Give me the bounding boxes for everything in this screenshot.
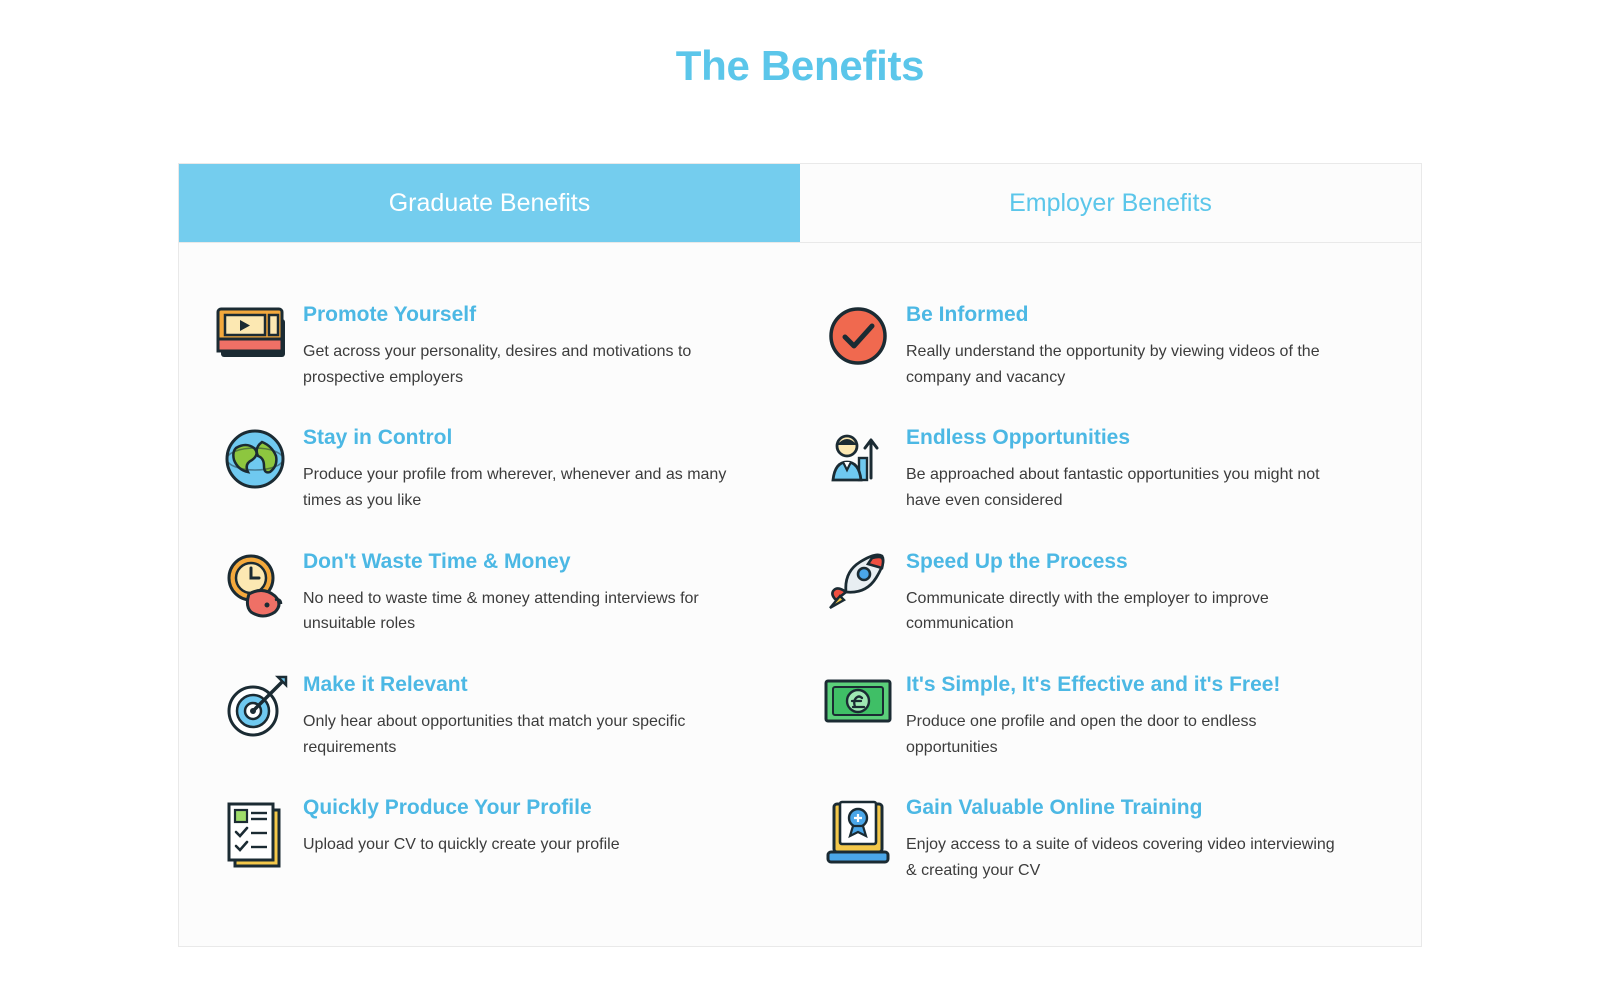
benefit-title: Don't Waste Time & Money xyxy=(303,549,571,573)
check-circle-icon xyxy=(810,301,906,377)
benefit-description: Be approached about fantastic opportunities you might not have even considered xyxy=(906,466,1320,510)
benefit-description: Really understand the opportunity by viewing videos of the company and vacancy xyxy=(906,343,1320,386)
benefit-title: Endless Opportunities xyxy=(906,426,1131,450)
tab-employer-benefits[interactable] xyxy=(800,164,1421,242)
tab-graduate-benefits[interactable] xyxy=(179,164,800,242)
benefit-item xyxy=(810,794,1393,883)
benefit-item xyxy=(207,548,764,637)
tab-bar xyxy=(179,164,1421,243)
benefit-title: Stay in Control xyxy=(303,426,453,450)
benefit-item xyxy=(207,301,764,390)
video-player-icon xyxy=(207,301,303,377)
benefit-item xyxy=(810,548,1393,637)
benefit-item xyxy=(810,301,1393,390)
benefit-item xyxy=(207,424,764,513)
benefit-description: Produce your profile from wherever, whenever and as many times as you like xyxy=(303,466,727,510)
benefit-title: Quickly Produce Your Profile xyxy=(303,796,592,820)
benefit-title: Speed Up the Process xyxy=(906,549,1128,573)
benefit-title: Make it Relevant xyxy=(303,672,468,696)
benefit-description: Enjoy access to a suite of videos covering video interviewing & creating your CV xyxy=(906,836,1335,880)
benefit-item xyxy=(207,794,764,870)
globe-icon xyxy=(207,424,303,500)
benefit-description: Upload your CV to quickly create your profile xyxy=(303,836,620,854)
target-dart-icon xyxy=(207,671,303,747)
benefit-item xyxy=(810,671,1393,760)
benefit-title: Be Informed xyxy=(906,303,1029,326)
tab-graduate-benefits-label: Graduate Benefits xyxy=(388,189,591,217)
benefit-description: Produce one profile and open the door to endless opportunities xyxy=(906,713,1257,756)
benefit-title: Promote Yourself xyxy=(303,303,477,326)
checklist-document-icon xyxy=(207,794,303,870)
page-title: The Benefits xyxy=(675,42,925,89)
benefit-item xyxy=(207,671,764,760)
graduate-benefits-column xyxy=(179,301,800,884)
benefit-description: No need to waste time & money attending interviews for unsuitable roles xyxy=(303,589,699,633)
laptop-certificate-icon xyxy=(810,794,906,870)
benefit-description: Communicate directly with the employer to improve communication xyxy=(906,589,1269,633)
rocket-icon xyxy=(810,548,906,624)
employer-benefits-column xyxy=(800,301,1421,884)
banknote-pound-icon xyxy=(810,671,906,747)
person-growth-chart-icon xyxy=(810,424,906,500)
benefit-title: It's Simple, It's Effective and it's Free! xyxy=(906,672,1281,696)
benefit-description: Get across your personality, desires and motivations to prospective employers xyxy=(303,343,692,386)
clock-piggy-bank-icon xyxy=(207,548,303,624)
benefit-description: Only hear about opportunities that match your specific requirements xyxy=(303,713,686,756)
benefit-title: Gain Valuable Online Training xyxy=(906,796,1203,820)
tab-employer-benefits-label: Employer Benefits xyxy=(1009,189,1212,217)
benefit-item xyxy=(810,424,1393,513)
benefits-panel xyxy=(178,163,1422,947)
benefits-columns xyxy=(179,243,1421,946)
